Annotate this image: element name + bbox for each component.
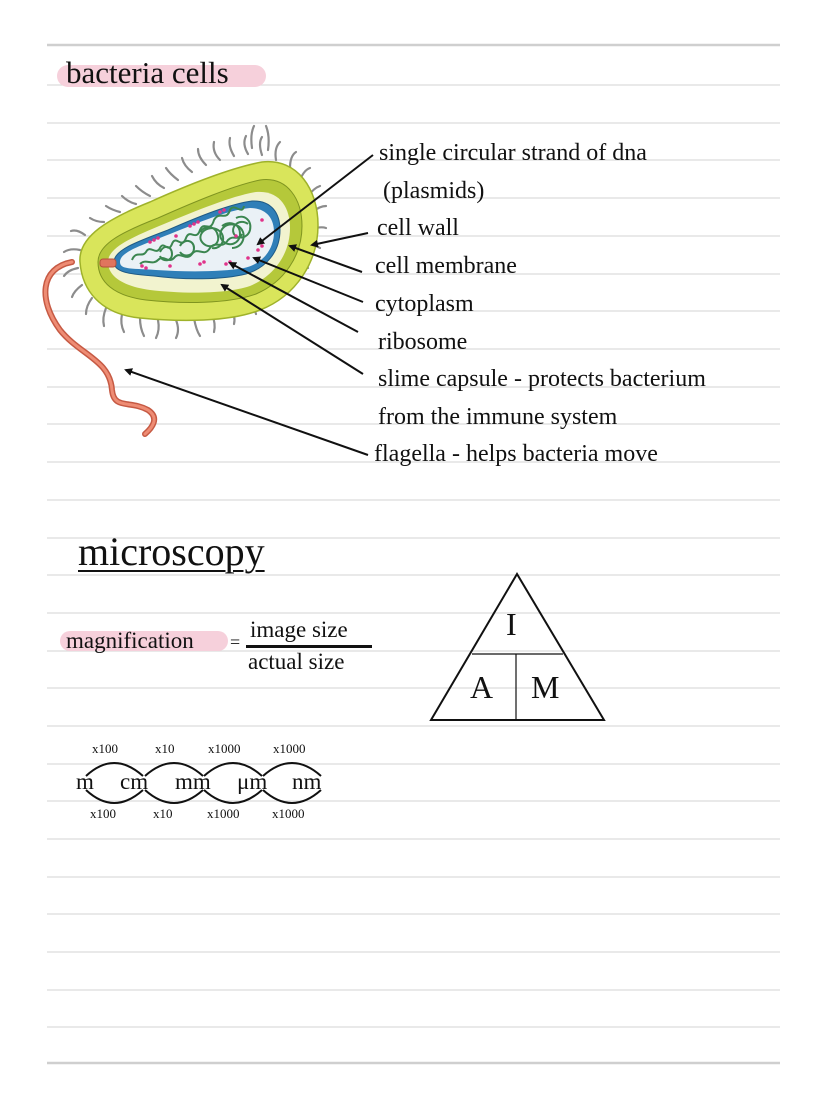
factor-top-1: x100 <box>92 741 118 756</box>
formula-denominator: actual size <box>248 649 345 674</box>
factor-bottom-1: x100 <box>90 806 116 821</box>
factor-bottom-4: x1000 <box>272 806 305 821</box>
factor-top-3: x1000 <box>208 741 241 756</box>
label-slime-capsule: slime capsule - protects bacterium <box>378 366 706 392</box>
formula-numerator: image size <box>250 617 348 642</box>
factor-bottom-3: x1000 <box>207 806 240 821</box>
section-heading-bacteria: bacteria cells <box>66 55 229 90</box>
triangle-magnification: M <box>531 669 560 705</box>
label-dna: single circular strand of dna <box>379 140 647 166</box>
triangle-image: I <box>506 606 517 642</box>
section-heading-microscopy: microscopy <box>78 529 265 574</box>
label-cytoplasm: cytoplasm <box>375 291 474 317</box>
unit-cm: cm <box>120 769 149 794</box>
label-slime-capsule-cont: from the immune system <box>378 404 618 430</box>
label-cell-wall: cell wall <box>377 215 459 241</box>
unit-um: μm <box>237 769 268 794</box>
formula-equals: = <box>230 632 241 652</box>
factor-top-2: x10 <box>155 741 175 756</box>
label-cell-membrane: cell membrane <box>375 253 517 279</box>
label-plasmids: (plasmids) <box>383 178 485 204</box>
unit-m: m <box>76 769 94 794</box>
formula-term: magnification <box>66 628 194 653</box>
triangle-actual: A <box>470 669 494 705</box>
unit-mm: mm <box>175 769 211 794</box>
unit-nm: nm <box>292 769 322 794</box>
label-flagella: flagella - helps bacteria move <box>374 441 658 467</box>
factor-bottom-2: x10 <box>153 806 173 821</box>
factor-top-4: x1000 <box>273 741 306 756</box>
label-ribosome: ribosome <box>378 329 468 355</box>
